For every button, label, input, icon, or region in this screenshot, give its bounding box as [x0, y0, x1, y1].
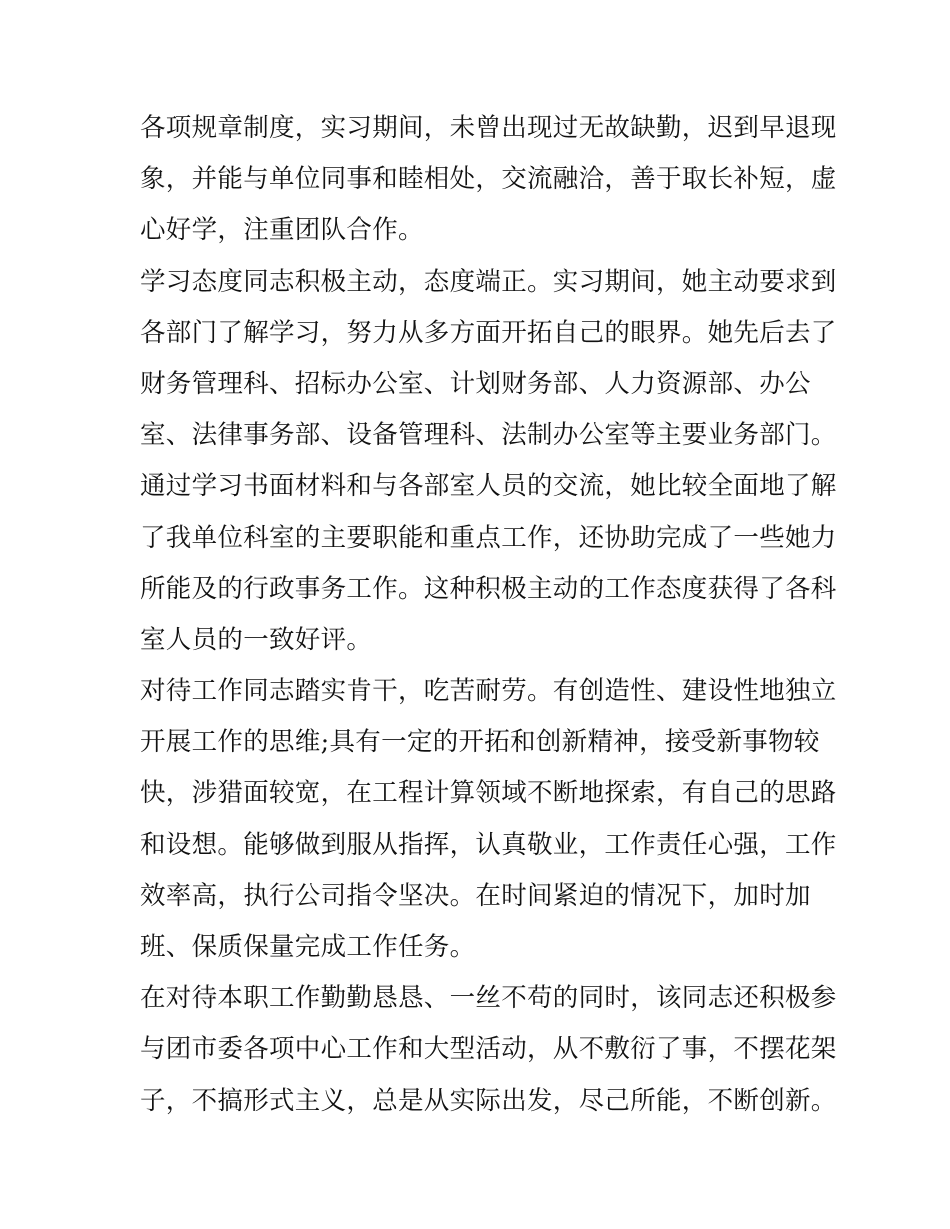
text-line: 心好学，注重团队合作。	[140, 215, 424, 246]
text-line: 象，并能与单位同事和睦相处，交流融洽，善于取长补短，虚	[140, 164, 837, 195]
text-line: 开展工作的思维;具有一定的开拓和创新精神，接受新事物较	[140, 727, 820, 758]
text-line: 室、法律事务部、设备管理科、法制办公室等主要业务部门。	[140, 420, 837, 451]
text-line: 室人员的一致好评。	[140, 624, 373, 655]
text-line: 财务管理科、招标办公室、计划财务部、人力资源部、办公	[140, 368, 811, 399]
text-line: 与团市委各项中心工作和大型活动，从不敷衍了事，不摆花架	[140, 1034, 837, 1065]
text-line: 通过学习书面材料和与各部室人员的交流，她比较全面地了解	[140, 471, 837, 502]
text-line: 子，不搞形式主义，总是从实际出发，尽己所能，不断创新。	[140, 1085, 837, 1116]
text-line: 各部门了解学习，努力从多方面开拓自己的眼界。她先后去了	[140, 317, 837, 348]
text-line: 班、保质保量完成工作任务。	[140, 932, 476, 962]
text-line: 快，涉猎面较宽，在工程计算领域不断地探索，有自己的思路	[140, 778, 837, 809]
text-line: 和设想。能够做到服从指挥，认真敬业，工作责任心强，工作	[140, 829, 837, 860]
text-line: 各项规章制度，实习期间，未曾出现过无故缺勤，迟到早退现	[140, 113, 837, 143]
text-line: 效率高，执行公司指令坚决。在时间紧迫的情况下，加时加	[140, 880, 811, 911]
text-line: 在对待本职工作勤勤恳恳、一丝不苟的同时，该同志还积极参	[140, 983, 837, 1014]
body-text	[140, 103, 837, 1127]
text-line: 所能及的行政事务工作。这种积极主动的工作态度获得了各科	[140, 573, 837, 604]
text-line: 学习态度同志积极主动，态度端正。实习期间，她主动要求到	[140, 266, 837, 297]
text-line: 了我单位科室的主要职能和重点工作，还协助完成了一些她力	[140, 522, 837, 553]
text-line: 对待工作同志踏实肯干，吃苦耐劳。有创造性、建设性地独立	[140, 676, 837, 707]
